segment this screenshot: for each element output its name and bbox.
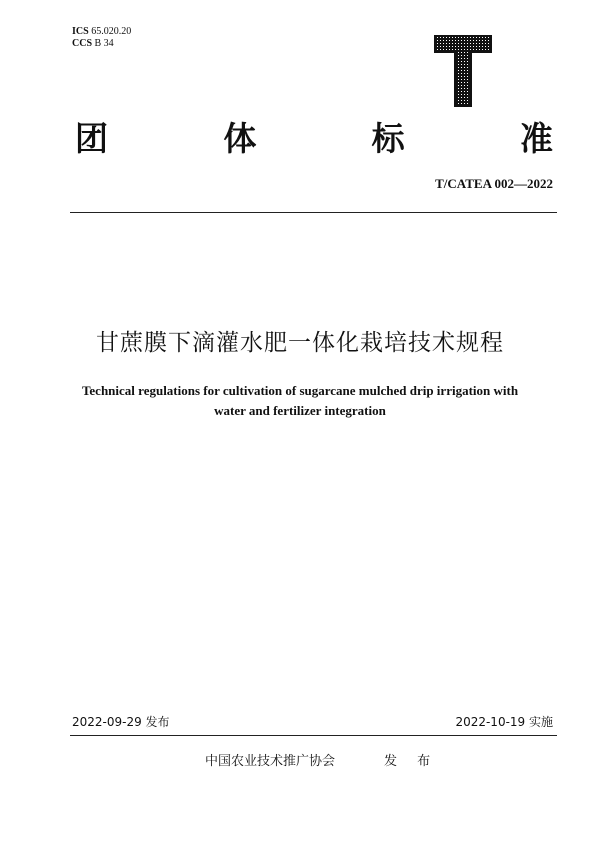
english-title — [60, 381, 540, 421]
standard-type-char: 团 — [75, 118, 108, 158]
standard-type-char: 体 — [223, 118, 257, 158]
bottom-divider — [70, 735, 557, 736]
top-divider — [70, 212, 557, 213]
ics-value: 65.020.20 — [91, 26, 132, 37]
standard-type-char: 准 — [519, 118, 553, 158]
publisher-name: 中国农业技术推广协会 — [205, 754, 336, 769]
publish-label: 发 布 — [384, 754, 439, 769]
implementation-date: 2022-10-19 实施 — [455, 715, 553, 729]
standard-type-heading — [75, 114, 553, 158]
standard-type-char: 标 — [371, 118, 405, 158]
ics-code — [72, 26, 131, 38]
chinese-title: 甘蔗膜下滴灌水肥一体化栽培技术规程 — [96, 330, 504, 356]
ccs-code — [72, 38, 114, 50]
issue-date: 2022-09-29 发布 — [72, 715, 170, 729]
ccs-value: B 34 — [94, 38, 114, 49]
ics-label: ICS — [72, 26, 89, 37]
standard-letter-logo — [433, 30, 493, 108]
standard-number: T/CATEA 002—2022 — [435, 176, 553, 191]
english-title-line: Technical regulations for cultivation of sugarcane mulched drip irrigation with — [81, 383, 519, 398]
english-title-line: water and fertilizer integration — [214, 403, 386, 418]
ccs-label: CCS — [72, 38, 93, 49]
